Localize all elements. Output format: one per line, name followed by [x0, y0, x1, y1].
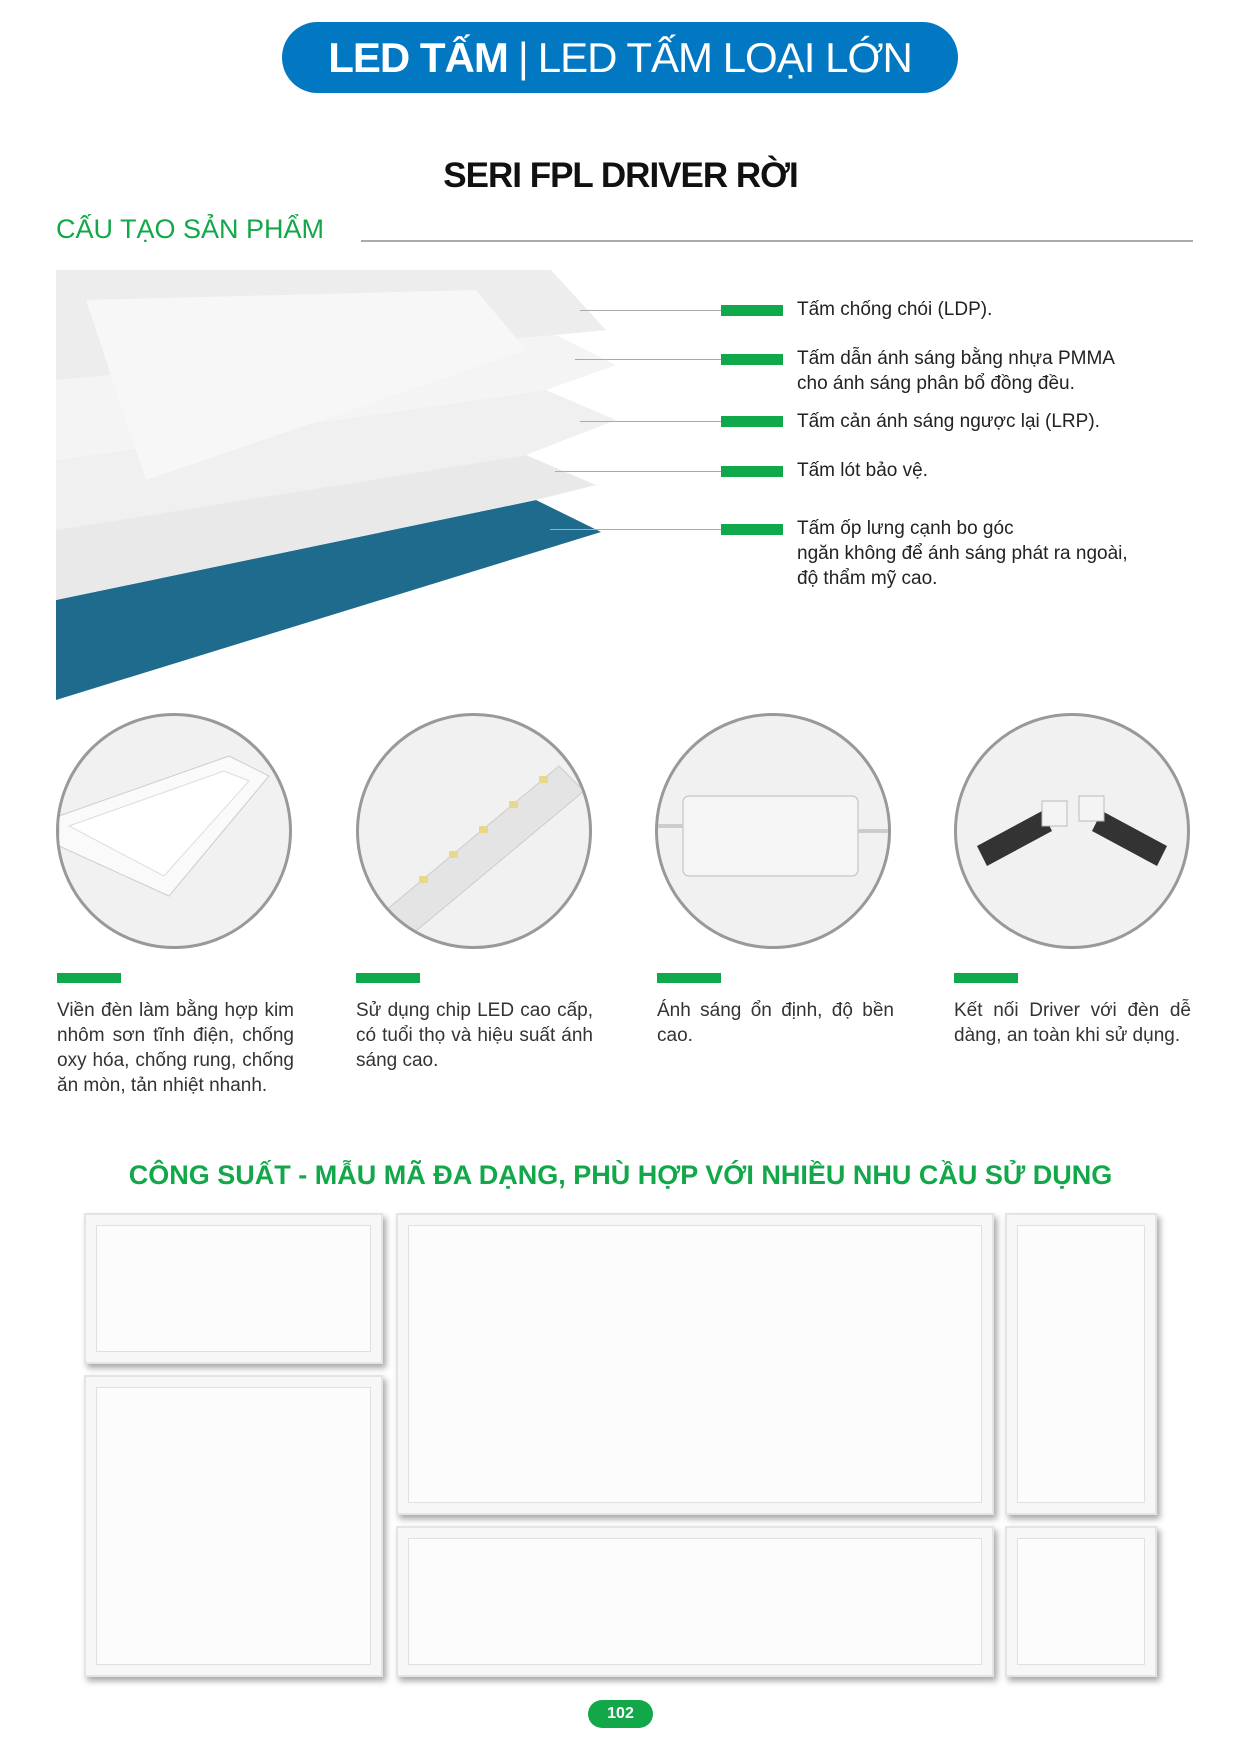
layer-marker	[721, 354, 783, 365]
layer-label-pmma: Tấm dẫn ánh sáng bằng nhựa PMMA cho ánh sáng phân bổ đồng đều.	[797, 348, 1115, 394]
leader-line	[575, 359, 721, 360]
connector-image	[954, 713, 1190, 949]
feature-marker	[356, 973, 420, 983]
layer-label-ldp: Tấm chống chói (LDP).	[797, 299, 993, 320]
frame-detail-image	[56, 713, 292, 949]
panel-vertical-image	[1005, 1213, 1157, 1515]
subcategory-label: LED TẤM LOẠI LỚN	[537, 33, 912, 81]
feature-connector-text: Kết nối Driver với đèn dễ dàng, an toàn khi sử dụng.	[954, 1000, 1191, 1046]
leader-line	[580, 310, 721, 311]
exploded-layers-image	[56, 270, 616, 705]
leader-line	[550, 529, 721, 530]
panel-small-image	[1005, 1526, 1157, 1677]
leader-line	[555, 471, 721, 472]
panel-300x1200-image	[396, 1526, 994, 1677]
feature-marker	[57, 973, 121, 983]
leader-line	[580, 421, 721, 422]
panel-600x1200-image	[396, 1213, 994, 1515]
page-number: 102	[588, 1700, 653, 1728]
category-label: LED TẤM	[328, 33, 508, 81]
feature-marker	[954, 973, 1018, 983]
layer-marker	[721, 416, 783, 427]
structure-heading: CẤU TẠO SẢN PHẨM	[56, 214, 325, 244]
layer-marker	[721, 466, 783, 477]
feature-marker	[657, 973, 721, 983]
layer-label-lrp: Tấm cản ánh sáng ngược lại (LRP).	[797, 411, 1100, 432]
series-title: SERI FPL DRIVER RỜI	[443, 156, 798, 195]
banner-separator: |	[517, 33, 528, 81]
led-chip-image	[356, 713, 592, 949]
panel-300x600-image	[84, 1213, 383, 1364]
category-banner	[282, 22, 958, 93]
feature-chip-text: Sử dụng chip LED cao cấp, có tuổi thọ và hiệu suất ánh sáng cao.	[356, 1000, 593, 1071]
panel-600x600-image	[84, 1375, 383, 1677]
heading-divider	[361, 240, 1193, 242]
layer-label-back-panel: Tấm ốp lưng cạnh bo góc ngăn không để ánh sáng phát ra ngoài, độ thẩm mỹ cao.	[797, 518, 1128, 589]
models-heading: CÔNG SUẤT - MẪU MÃ ĐA DẠNG, PHÙ HỢP VỚI NHIỀU NHU CẦU SỬ DỤNG	[128, 1160, 1113, 1190]
layer-label-protective: Tấm lót bảo vệ.	[797, 460, 928, 481]
layer-marker	[721, 524, 783, 535]
driver-image	[655, 713, 891, 949]
feature-frame-text: Viền đèn làm bằng hợp kim nhôm sơn tĩnh điện, chống oxy hóa, chống rung, chống ăn mòn, tản nhiệt nhanh.	[57, 1000, 294, 1096]
layer-marker	[721, 305, 783, 316]
feature-driver-text: Ánh sáng ổn định, độ bền cao.	[657, 1000, 894, 1046]
